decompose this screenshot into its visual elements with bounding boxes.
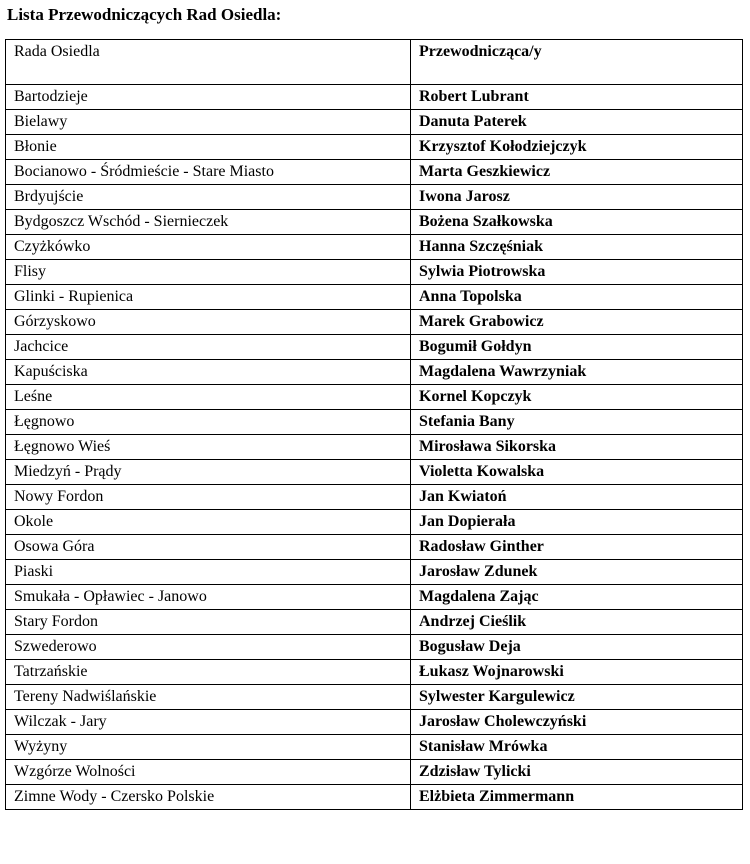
table-row	[6, 310, 743, 335]
district-cell: Stary Fordon	[6, 610, 411, 635]
chairperson-cell: Marta Geszkiewicz	[411, 160, 743, 185]
chairperson-cell: Bogusław Deja	[411, 635, 743, 660]
chairperson-cell: Robert Lubrant	[411, 85, 743, 110]
district-cell: Bartodzieje	[6, 85, 411, 110]
chairperson-cell: Sylwester Kargulewicz	[411, 685, 743, 710]
table-row	[6, 610, 743, 635]
table-row	[6, 660, 743, 685]
chairperson-cell: Jarosław Zdunek	[411, 560, 743, 585]
table-row	[6, 235, 743, 260]
district-cell: Szwederowo	[6, 635, 411, 660]
district-cell: Flisy	[6, 260, 411, 285]
table-row	[6, 785, 743, 810]
district-cell: Osowa Góra	[6, 535, 411, 560]
table-row	[6, 410, 743, 435]
district-cell: Bocianowo - Śródmieście - Stare Miasto	[6, 160, 411, 185]
council-chairs-table	[5, 39, 743, 810]
district-cell: Wyżyny	[6, 735, 411, 760]
table-row	[6, 560, 743, 585]
table-row	[6, 460, 743, 485]
chairperson-cell: Magdalena Wawrzyniak	[411, 360, 743, 385]
district-cell: Piaski	[6, 560, 411, 585]
district-cell: Nowy Fordon	[6, 485, 411, 510]
chairperson-cell: Iwona Jarosz	[411, 185, 743, 210]
district-cell: Tereny Nadwiślańskie	[6, 685, 411, 710]
document-title: Lista Przewodniczących Rad Osiedla:	[7, 5, 282, 24]
table-row	[6, 285, 743, 310]
header-chairperson: Przewodnicząca/y	[411, 40, 743, 85]
table-row	[6, 110, 743, 135]
table-row	[6, 485, 743, 510]
district-cell: Miedzyń - Prądy	[6, 460, 411, 485]
district-cell: Bielawy	[6, 110, 411, 135]
chairperson-cell: Stefania Bany	[411, 410, 743, 435]
table-row	[6, 85, 743, 110]
chairperson-cell: Danuta Paterek	[411, 110, 743, 135]
district-cell: Leśne	[6, 385, 411, 410]
district-cell: Okole	[6, 510, 411, 535]
district-cell: Glinki - Rupienica	[6, 285, 411, 310]
table-row	[6, 510, 743, 535]
district-cell: Górzyskowo	[6, 310, 411, 335]
chairperson-cell: Marek Grabowicz	[411, 310, 743, 335]
chairperson-cell: Stanisław Mrówka	[411, 735, 743, 760]
chairperson-cell: Mirosława Sikorska	[411, 435, 743, 460]
chairperson-cell: Łukasz Wojnarowski	[411, 660, 743, 685]
chairperson-cell: Kornel Kopczyk	[411, 385, 743, 410]
table-header-row	[6, 40, 743, 85]
table-row	[6, 385, 743, 410]
district-cell: Łęgnowo Wieś	[6, 435, 411, 460]
table-row	[6, 335, 743, 360]
chairperson-cell: Sylwia Piotrowska	[411, 260, 743, 285]
chairperson-cell: Bożena Szałkowska	[411, 210, 743, 235]
table-row	[6, 735, 743, 760]
table-row	[6, 635, 743, 660]
table-row	[6, 360, 743, 385]
chairperson-cell: Anna Topolska	[411, 285, 743, 310]
chairperson-cell: Violetta Kowalska	[411, 460, 743, 485]
district-cell: Bydgoszcz Wschód - Siernieczek	[6, 210, 411, 235]
header-district: Rada Osiedla	[6, 40, 411, 85]
chairperson-cell: Krzysztof Kołodziejczyk	[411, 135, 743, 160]
table-row	[6, 135, 743, 160]
chairperson-cell: Bogumił Gołdyn	[411, 335, 743, 360]
chairperson-cell: Jarosław Cholewczyński	[411, 710, 743, 735]
table-row	[6, 185, 743, 210]
district-cell: Czyżkówko	[6, 235, 411, 260]
district-cell: Tatrzańskie	[6, 660, 411, 685]
table-row	[6, 535, 743, 560]
table-row	[6, 585, 743, 610]
table-row	[6, 210, 743, 235]
district-cell: Błonie	[6, 135, 411, 160]
chairperson-cell: Elżbieta Zimmermann	[411, 785, 743, 810]
district-cell: Wilczak - Jary	[6, 710, 411, 735]
district-cell: Kapuściska	[6, 360, 411, 385]
chairperson-cell: Hanna Szczęśniak	[411, 235, 743, 260]
chairperson-cell: Zdzisław Tylicki	[411, 760, 743, 785]
district-cell: Zimne Wody - Czersko Polskie	[6, 785, 411, 810]
district-cell: Wzgórze Wolności	[6, 760, 411, 785]
district-cell: Smukała - Opławiec - Janowo	[6, 585, 411, 610]
table-row	[6, 160, 743, 185]
district-cell: Jachcice	[6, 335, 411, 360]
chairperson-cell: Jan Kwiatoń	[411, 485, 743, 510]
table-row	[6, 685, 743, 710]
table-row	[6, 435, 743, 460]
chairperson-cell: Jan Dopierała	[411, 510, 743, 535]
chairperson-cell: Andrzej Cieślik	[411, 610, 743, 635]
chairperson-cell: Magdalena Zając	[411, 585, 743, 610]
chairperson-cell: Radosław Ginther	[411, 535, 743, 560]
table-row	[6, 710, 743, 735]
table-row	[6, 260, 743, 285]
table-row	[6, 760, 743, 785]
district-cell: Łęgnowo	[6, 410, 411, 435]
district-cell: Brdyujście	[6, 185, 411, 210]
